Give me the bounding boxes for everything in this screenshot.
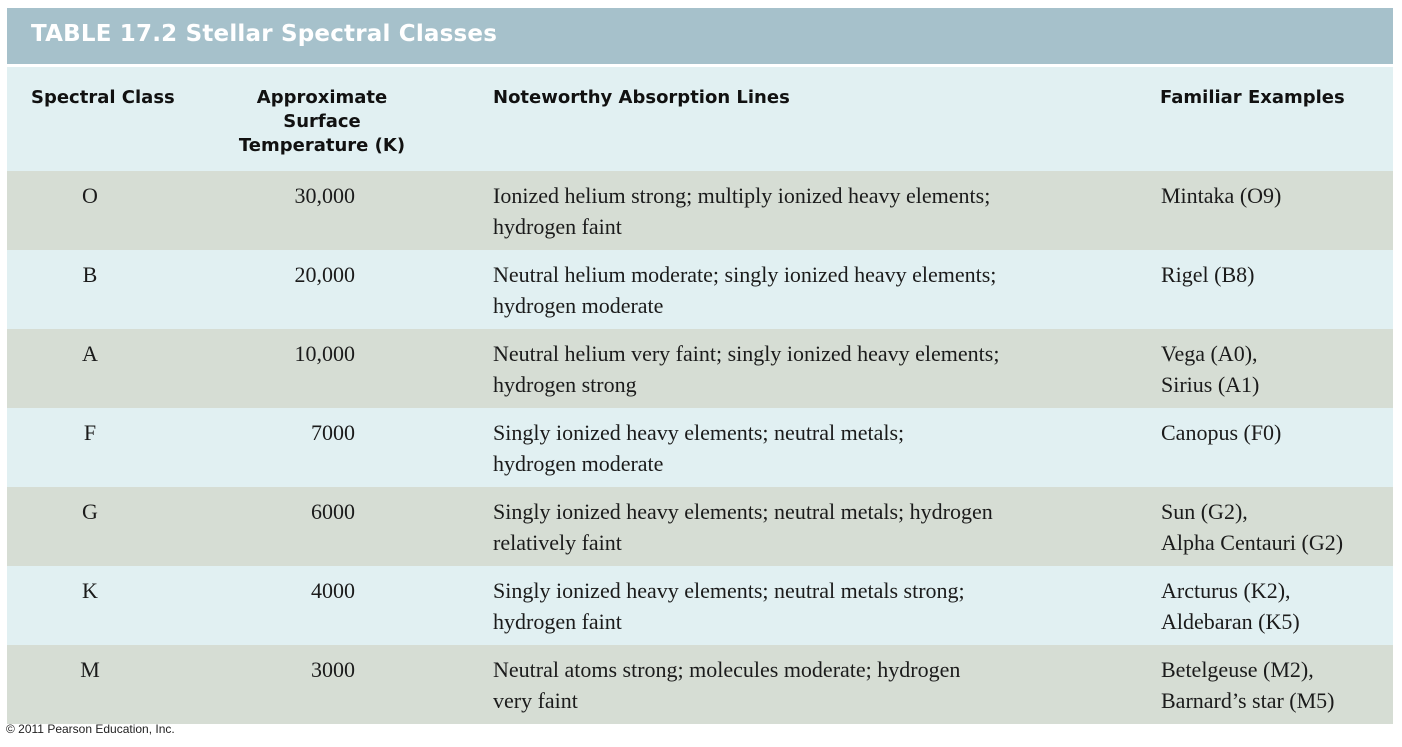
copyright-notice: © 2011 Pearson Education, Inc. [6,722,175,736]
table-row [7,329,1393,408]
cell-temperature: 4000 [311,578,355,603]
absorption-lines-line-1: Singly ionized heavy elements; neutral metals strong; [493,578,965,603]
cell-temperature: 30,000 [294,183,355,208]
cell-absorption-lines [493,654,1093,716]
table-header-row [7,67,1393,171]
examples-line-1: Mintaka (O9) [1161,183,1282,208]
header-temperature-line-2: Surface [283,111,361,132]
cell-temperature: 10,000 [294,341,355,366]
cell-temperature: 20,000 [294,262,355,287]
header-absorption-lines: Noteworthy Absorption Lines [493,87,790,108]
absorption-lines-line-1: Neutral helium very faint; singly ionized heavy elements; [493,341,1000,366]
cell-examples [1161,654,1391,716]
cell-examples [1161,338,1391,400]
examples-line-1: Rigel (B8) [1161,262,1255,287]
absorption-lines-line-2: relatively faint [493,530,622,555]
absorption-lines-line-1: Singly ionized heavy elements; neutral metals; [493,420,905,445]
table-row [7,566,1393,645]
absorption-lines-line-2: very faint [493,688,578,713]
header-examples: Familiar Examples [1160,87,1345,108]
absorption-lines-line-2: hydrogen strong [493,372,637,397]
table-row [7,250,1393,329]
cell-examples [1161,575,1391,637]
cell-examples [1161,417,1391,448]
examples-line-1: Vega (A0), [1161,341,1258,366]
header-temperature-line-3: Temperature (K) [238,135,406,156]
absorption-lines-line-2: hydrogen faint [493,214,622,239]
absorption-lines-line-1: Ionized helium strong; multiply ionized heavy elements; [493,183,991,208]
header-spectral-class: Spectral Class [31,87,175,108]
cell-temperature: 6000 [311,499,355,524]
spectral-classes-table [7,8,1393,714]
table-row [7,408,1393,487]
examples-line-2: Barnard’s star (M5) [1161,688,1335,713]
examples-line-1: Arcturus (K2), [1161,578,1291,603]
absorption-lines-line-2: hydrogen moderate [493,451,664,476]
cell-spectral-class: A [82,341,98,366]
examples-line-1: Betelgeuse (M2), [1161,657,1314,682]
table-row [7,487,1393,566]
cell-spectral-class: M [80,657,100,682]
absorption-lines-line-1: Singly ionized heavy elements; neutral metals; hydrogen [493,499,993,524]
absorption-lines-line-2: hydrogen moderate [493,293,664,318]
absorption-lines-line-2: hydrogen faint [493,609,622,634]
cell-absorption-lines [493,575,1093,637]
examples-line-1: Sun (G2), [1161,499,1248,524]
table-title-bar [7,8,1393,64]
absorption-lines-line-1: Neutral helium moderate; singly ionized heavy elements; [493,262,997,287]
cell-absorption-lines [493,338,1093,400]
examples-line-1: Canopus (F0) [1161,420,1282,445]
cell-absorption-lines [493,417,1093,479]
cell-absorption-lines [493,496,1093,558]
header-temperature-line-1: Approximate [256,87,388,108]
absorption-lines-line-1: Neutral atoms strong; molecules moderate; hydrogen [493,657,961,682]
cell-absorption-lines [493,259,1093,321]
table-row [7,645,1393,724]
cell-spectral-class: G [82,499,98,524]
examples-line-2: Aldebaran (K5) [1161,609,1300,634]
cell-examples [1161,180,1391,211]
cell-spectral-class: B [82,262,98,287]
table-row [7,171,1393,250]
examples-line-2: Alpha Centauri (G2) [1161,530,1344,555]
cell-spectral-class: F [83,420,97,445]
cell-temperature: 3000 [311,657,355,682]
header-temperature [232,86,412,158]
cell-absorption-lines [493,180,1093,242]
cell-examples [1161,496,1391,558]
cell-examples [1161,259,1391,290]
cell-temperature: 7000 [311,420,355,445]
cell-spectral-class: K [82,578,98,603]
table-title: TABLE 17.2 Stellar Spectral Classes [31,21,498,47]
cell-spectral-class: O [82,183,98,208]
examples-line-2: Sirius (A1) [1161,372,1260,397]
